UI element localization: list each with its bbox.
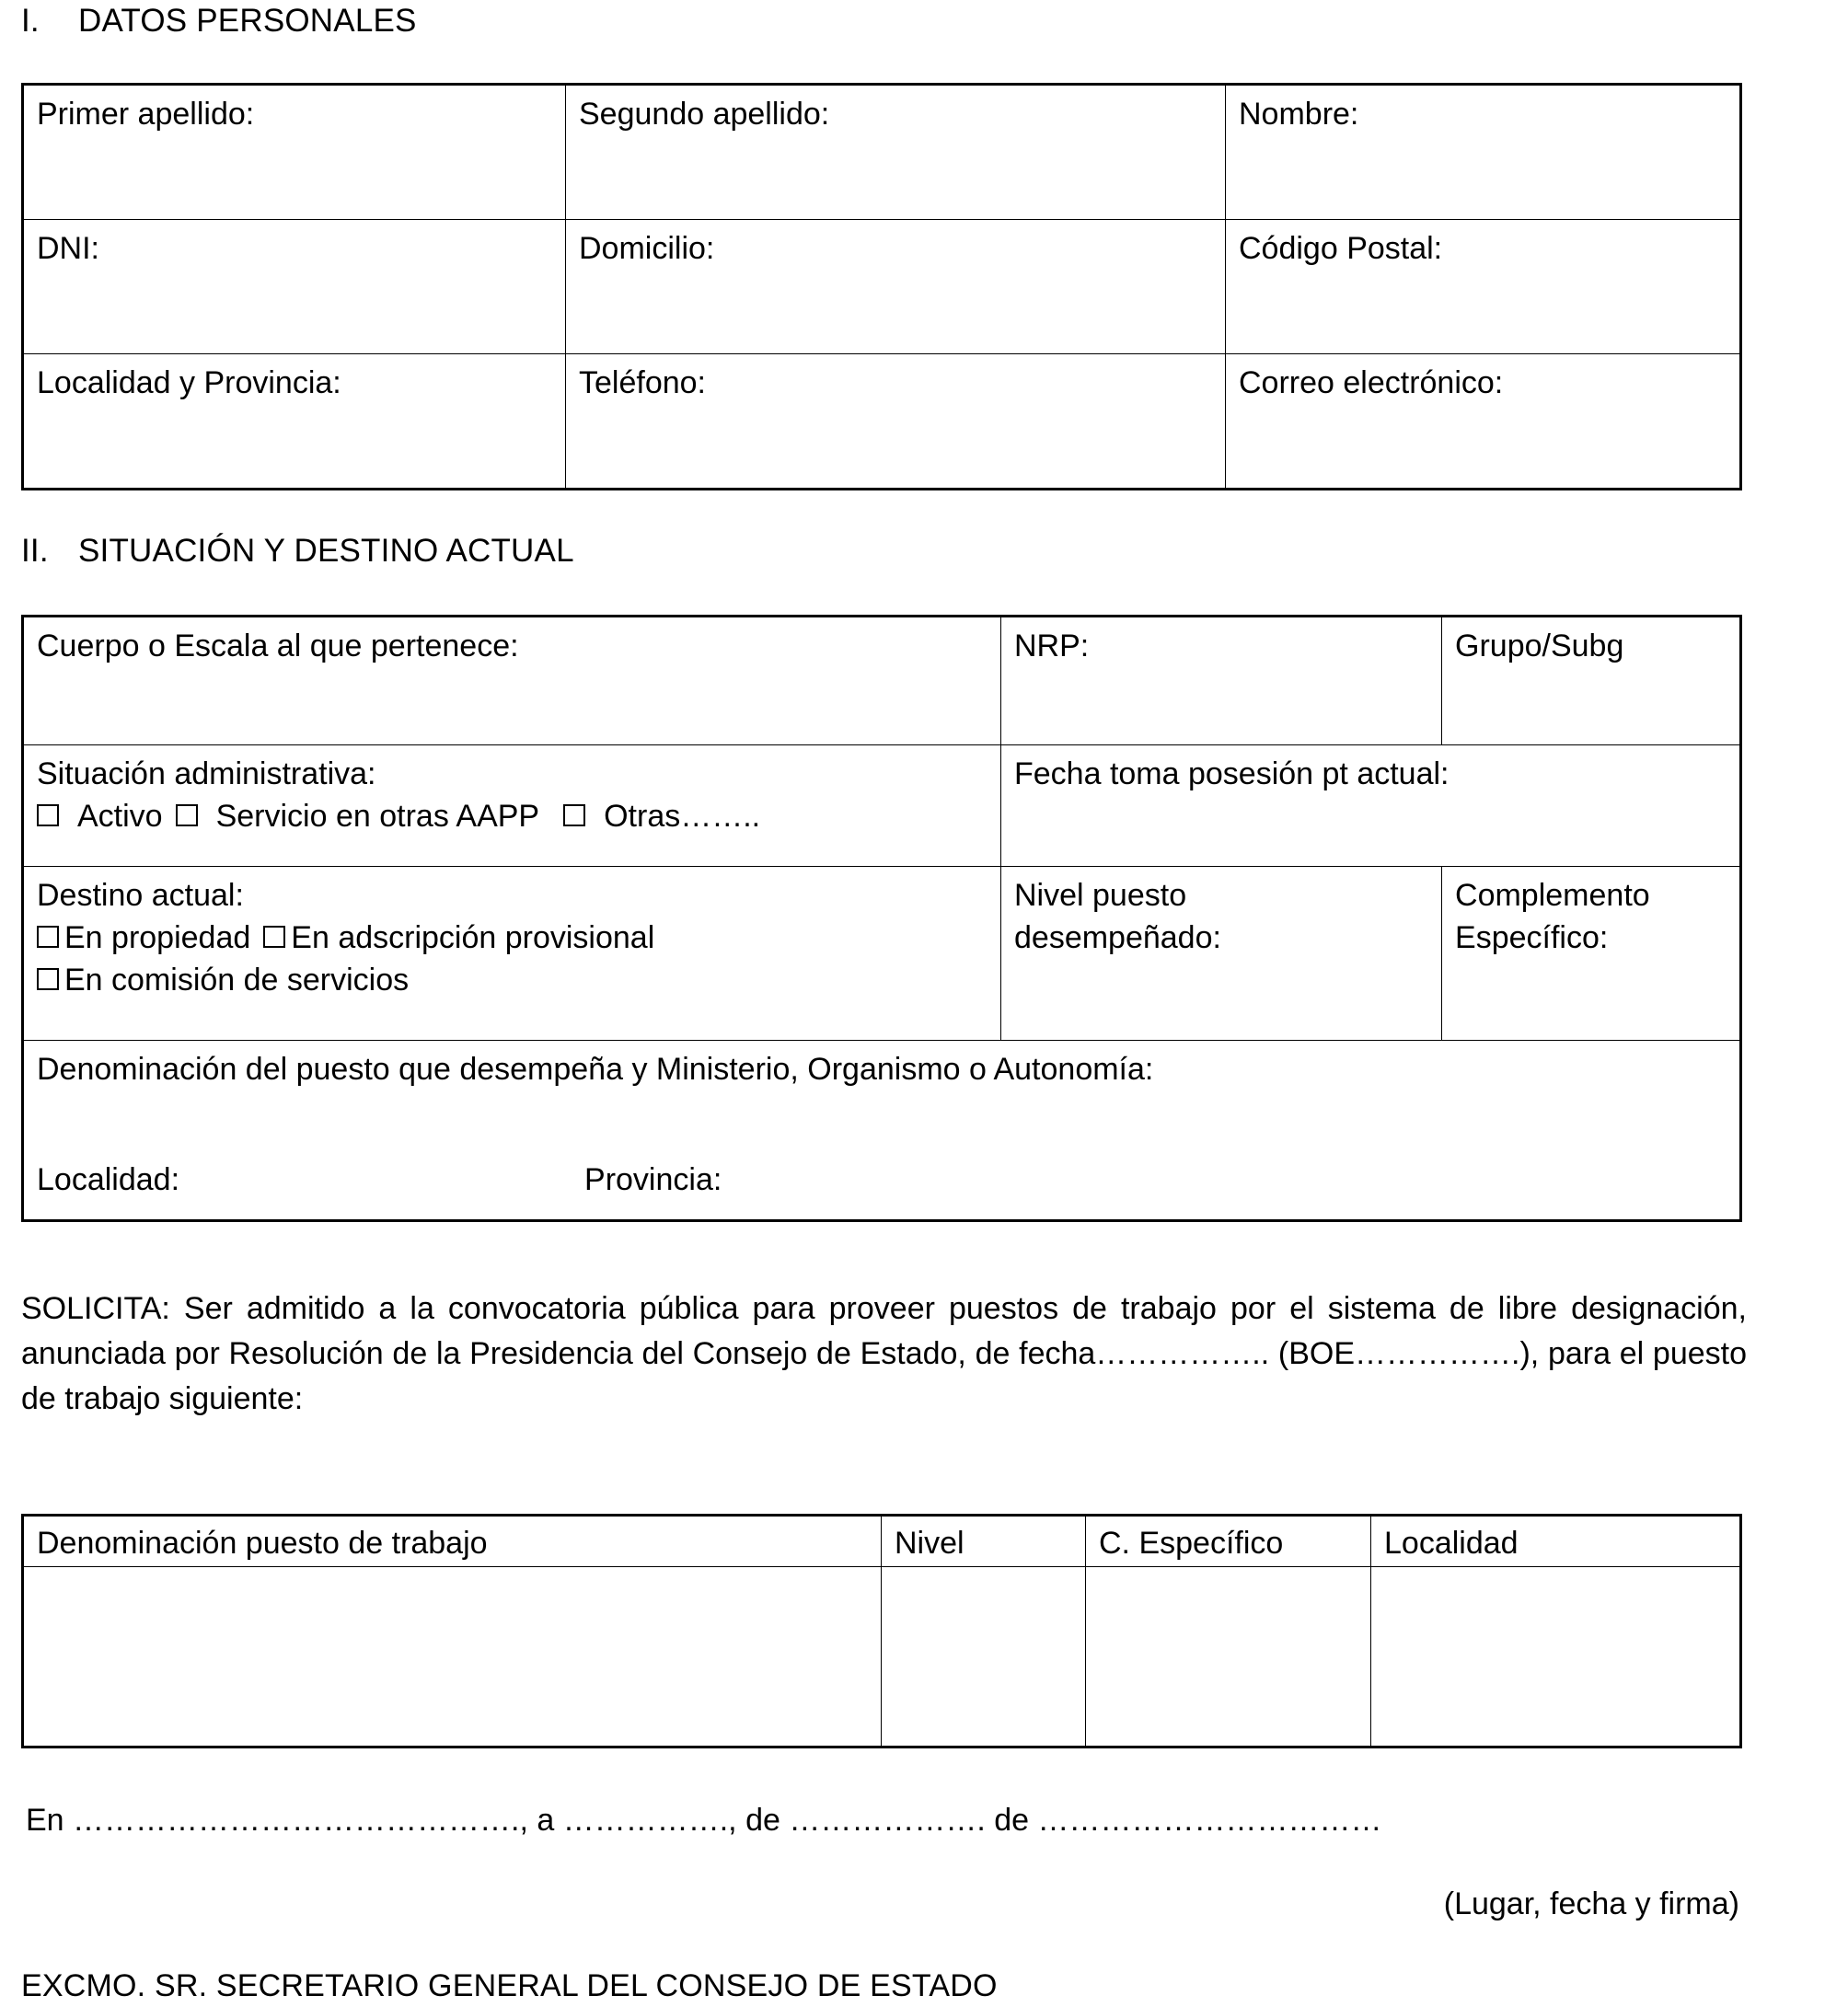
table-row xyxy=(23,354,1741,490)
section-numeral-1: I. xyxy=(21,3,40,39)
field-domicilio[interactable]: Domicilio: xyxy=(566,220,1226,354)
addressee-line: EXCMO. SR. SECRETARIO GENERAL DEL CONSEJO DE ESTADO xyxy=(21,1968,998,2003)
localidad-label: Localidad: xyxy=(37,1162,180,1197)
field-nrp[interactable]: NRP: xyxy=(1001,617,1442,745)
table-row xyxy=(23,617,1741,745)
field-dni[interactable]: DNI: xyxy=(23,220,566,354)
field-destino-actual[interactable] xyxy=(23,867,1001,1041)
situacion-label: Situación administrativa: xyxy=(37,756,376,791)
field-cuerpo-escala[interactable]: Cuerpo o Escala al que pertenece: xyxy=(23,617,1001,745)
checkbox-en-propiedad[interactable] xyxy=(37,926,59,948)
nivel-label-line-2: desempeñado: xyxy=(1014,920,1221,955)
column-header-nivel: Nivel xyxy=(882,1516,1086,1567)
destino-options-line-2 xyxy=(37,959,1000,1001)
section-title-1: DATOS PERSONALES xyxy=(78,3,417,39)
section-heading-situacion-destino xyxy=(21,532,574,571)
checkbox-en-adscripcion-provisional[interactable] xyxy=(263,926,285,948)
situation-destination-table xyxy=(21,615,1742,1222)
field-denominacion-puesto-ministerio[interactable] xyxy=(23,1041,1741,1221)
table-row xyxy=(23,745,1741,867)
date-place-line[interactable]: En ……………………………………., a ……………., de ………………. de …………………………… xyxy=(26,1803,1382,1838)
signature-note: (Lugar, fecha y firma) xyxy=(1443,1886,1739,1921)
personal-data-table xyxy=(21,83,1742,490)
field-nivel-puesto-desempenado[interactable] xyxy=(1001,867,1442,1041)
section-title-2: SITUACIÓN Y DESTINO ACTUAL xyxy=(78,533,574,569)
destino-label: Destino actual: xyxy=(37,878,244,913)
column-header-complemento-especifico: C. Específico xyxy=(1086,1516,1371,1567)
field-telefono[interactable]: Teléfono: xyxy=(566,354,1226,490)
nivel-label-line-1: Nivel puesto xyxy=(1014,878,1187,913)
section-heading-datos-personales xyxy=(21,2,417,40)
situacion-options xyxy=(37,799,760,834)
cell-denominacion-puesto[interactable] xyxy=(23,1567,882,1747)
field-segundo-apellido[interactable]: Segundo apellido: xyxy=(566,85,1226,220)
option-label-en-propiedad: En propiedad xyxy=(64,920,251,955)
section-numeral-2: II. xyxy=(21,533,49,569)
option-label-otras: Otras…….. xyxy=(604,799,761,834)
field-localidad-provincia[interactable]: Localidad y Provincia: xyxy=(23,354,566,490)
field-correo-electronico[interactable]: Correo electrónico: xyxy=(1226,354,1741,490)
option-label-servicio-otras-aapp: Servicio en otras AAPP xyxy=(215,799,540,834)
checkbox-en-comision-de-servicios[interactable] xyxy=(37,968,59,990)
checkbox-activo[interactable] xyxy=(37,804,59,826)
option-label-en-adscripcion-provisional: En adscripción provisional xyxy=(291,920,655,955)
field-situacion-administrativa[interactable] xyxy=(23,745,1001,867)
field-primer-apellido[interactable]: Primer apellido: xyxy=(23,85,566,220)
table-header-row xyxy=(23,1516,1741,1567)
destino-options-line-1 xyxy=(37,920,654,955)
localidad-provincia-line xyxy=(37,1159,1739,1201)
field-grupo-subgrupo[interactable]: Grupo/Subg xyxy=(1442,617,1741,745)
requested-post-table xyxy=(21,1514,1742,1748)
column-header-localidad: Localidad xyxy=(1371,1516,1741,1567)
field-fecha-toma-posesion[interactable]: Fecha toma posesión pt actual: xyxy=(1001,745,1741,867)
solicita-paragraph: SOLICITA: Ser admitido a la convocatoria pública para proveer puestos de trabajo por el sistema de libre designación, anunciada por Resolución de la Presidencia del Consejo de Estado, de fecha…………….. (BOE…………….), para el puesto de trabajo siguiente: xyxy=(21,1291,1747,1416)
checkbox-servicio-otras-aapp[interactable] xyxy=(176,804,198,826)
table-row xyxy=(23,85,1741,220)
checkbox-otras[interactable] xyxy=(563,804,585,826)
table-row xyxy=(23,220,1741,354)
complemento-label-line-1: Complemento xyxy=(1455,878,1650,913)
cell-nivel[interactable] xyxy=(882,1567,1086,1747)
option-label-activo: Activo xyxy=(77,799,163,834)
field-codigo-postal[interactable]: Código Postal: xyxy=(1226,220,1741,354)
cell-localidad[interactable] xyxy=(1371,1567,1741,1747)
column-header-denominacion-puesto: Denominación puesto de trabajo xyxy=(23,1516,882,1567)
cell-complemento-especifico[interactable] xyxy=(1086,1567,1371,1747)
option-label-en-comision-de-servicios: En comisión de servicios xyxy=(64,963,410,998)
table-row xyxy=(23,1567,1741,1747)
denominacion-label: Denominación del puesto que desempeña y Ministerio, Organismo o Autonomía: xyxy=(37,1052,1154,1087)
field-complemento-especifico[interactable] xyxy=(1442,867,1741,1041)
table-row xyxy=(23,867,1741,1041)
provincia-label: Provincia: xyxy=(584,1162,722,1197)
complemento-label-line-2: Específico: xyxy=(1455,920,1609,955)
table-row xyxy=(23,1041,1741,1221)
field-nombre[interactable]: Nombre: xyxy=(1226,85,1741,220)
